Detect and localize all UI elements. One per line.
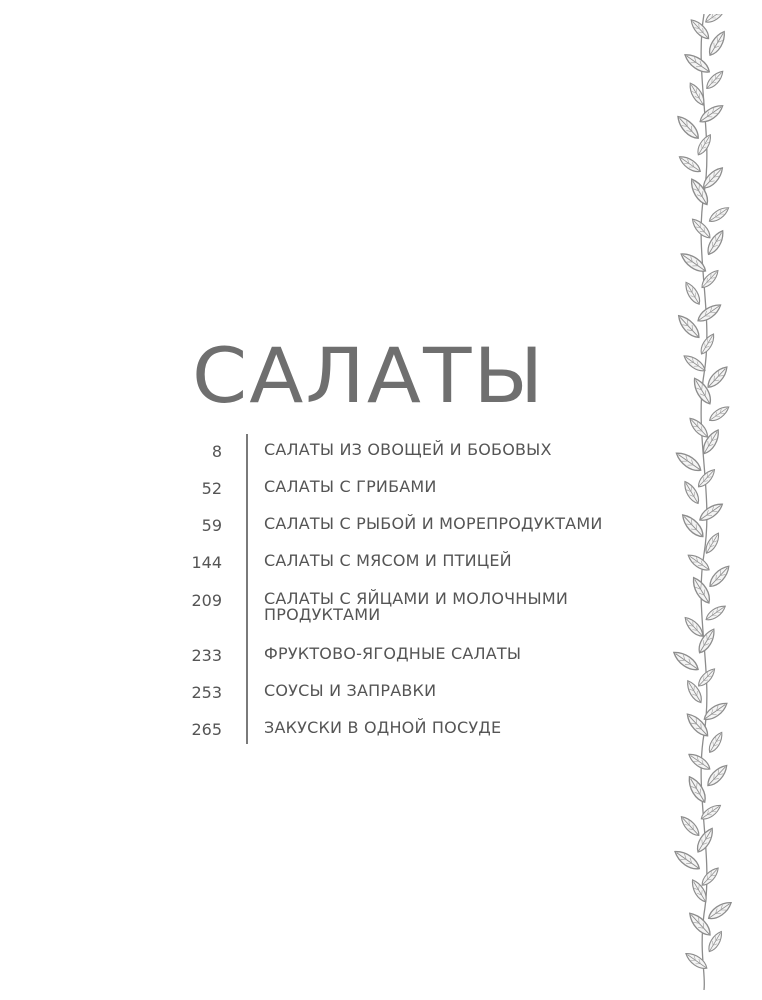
leaf-icon xyxy=(703,14,727,25)
leaf-icon xyxy=(678,814,702,839)
toc-entry-label: ЗАКУСКИ В ОДНОЙ ПОСУДЕ xyxy=(264,718,502,737)
toc-entry-label: САЛАТЫ С ГРИБАМИ xyxy=(264,477,437,496)
leaf-icon xyxy=(706,29,728,58)
leaf-icon xyxy=(682,280,703,306)
toc-page-number: 59 xyxy=(201,516,222,535)
leaf-icon xyxy=(702,699,730,723)
leaf-icon xyxy=(674,113,702,142)
leaf-icon xyxy=(673,449,703,474)
leaf-icon xyxy=(706,730,725,754)
toc-page-number: 265 xyxy=(191,720,222,739)
leaf-icon xyxy=(687,415,711,440)
leaf-icon xyxy=(685,774,709,805)
leaf-vine-icon xyxy=(664,14,744,990)
toc-entry-label: САЛАТЫ С МЯСОМ И ПТИЦЕЙ xyxy=(264,551,512,570)
leaf-icon xyxy=(682,352,708,374)
leaf-icon xyxy=(671,648,701,673)
toc-page-number: 52 xyxy=(201,479,222,498)
toc-entry-label: САЛАТЫ С ЯЙЦАМИ И МОЛОЧНЫМИ ПРОДУКТАМИ xyxy=(264,589,569,624)
leaf-icon xyxy=(700,165,726,192)
leaf-icon xyxy=(697,102,725,126)
leaf-icon xyxy=(705,364,731,391)
toc-entry-label: САЛАТЫ С РЫБОЙ И МОРЕПРОДУКТАМИ xyxy=(264,514,603,533)
leaf-icon xyxy=(686,552,712,574)
leaf-icon xyxy=(707,404,731,424)
leaf-icon xyxy=(697,500,725,524)
toc-entry-label: САЛАТЫ ИЗ ОВОЩЕЙ И БОБОВЫХ xyxy=(264,440,552,459)
toc-page-number: 209 xyxy=(191,591,222,610)
page-title: САЛАТЫ xyxy=(192,331,546,420)
leaf-icon xyxy=(686,751,712,773)
leaf-icon xyxy=(706,899,734,923)
toc-entry-label: ФРУКТОВО-ЯГОДНЫЕ САЛАТЫ xyxy=(264,644,522,663)
leaf-icon xyxy=(678,250,708,275)
leaf-icon xyxy=(675,312,703,341)
leaf-icon xyxy=(677,153,703,175)
toc-page-number: 233 xyxy=(191,646,222,665)
leaf-icon xyxy=(683,950,709,972)
leaf-icon xyxy=(707,204,731,224)
toc-page-number: 253 xyxy=(191,683,222,702)
leaf-icon xyxy=(699,865,721,888)
toc-page-number: 144 xyxy=(191,553,222,572)
toc-divider xyxy=(246,434,248,744)
leaf-icon xyxy=(704,603,728,623)
toc-entry-label: СОУСЫ И ЗАПРАВКИ xyxy=(264,681,437,700)
toc-page-number: 8 xyxy=(211,442,222,461)
leaf-icon xyxy=(682,51,712,76)
leaf-icon xyxy=(707,563,733,590)
leaf-icon xyxy=(686,81,707,107)
